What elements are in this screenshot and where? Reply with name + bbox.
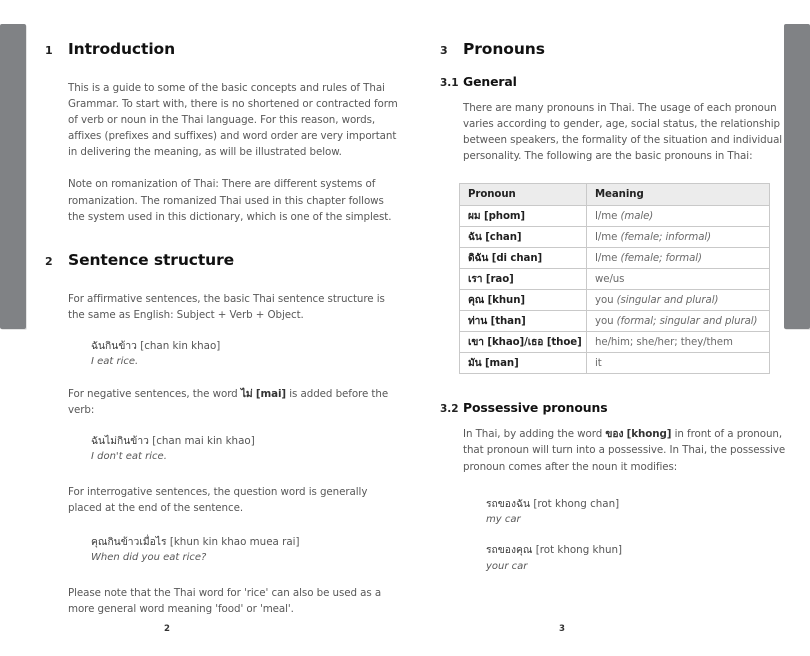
cell-meaning	[587, 206, 770, 227]
meaning-qualifier: (singular and plural)	[616, 294, 719, 306]
section-number: 2	[45, 254, 53, 268]
paragraph-possessive-prefix: In Thai, by adding the word	[463, 428, 606, 441]
cell-pronoun: ท่าน [than]	[460, 311, 587, 332]
meaning-plain: he/him; she/her; they/them	[595, 336, 733, 348]
paragraph-affirmative: For affirmative sentences, the basic Thai sentence structure is the same as English: Subject + Verb + Object.	[68, 292, 385, 321]
thai-script: คุณกินข้าวเมื่อไร	[91, 535, 167, 548]
example-line-thai	[91, 434, 400, 449]
page-number-right: 3	[559, 624, 565, 634]
meaning-plain: I/me	[595, 252, 621, 264]
cell-meaning	[587, 353, 770, 374]
example-line-thai	[91, 535, 400, 550]
cell-pronoun: ผม [phom]	[460, 206, 587, 227]
section-title: Introduction	[68, 40, 176, 58]
transliteration: [chan kin khao]	[140, 339, 221, 352]
paragraph-intro-2: Note on romanization of Thai: There are different systems of romanization. The romanized Thai used in this chapter follows the system used in this dictionary, which is one of the simplest.	[68, 178, 392, 223]
cell-meaning	[587, 269, 770, 290]
transliteration: [rot khong chan]	[533, 497, 620, 510]
page-edge-bar-left	[0, 24, 26, 329]
example-your-car	[440, 543, 795, 574]
example-affirmative	[45, 339, 400, 370]
table-row	[460, 332, 770, 353]
cell-meaning	[587, 248, 770, 269]
thai-script: ฉันไม่กินข้าว	[91, 434, 149, 447]
section-title: Pronouns	[463, 40, 545, 58]
pronoun-table-body	[460, 206, 770, 374]
example-negative	[45, 434, 400, 465]
meaning-plain: we/us	[595, 273, 625, 285]
cell-pronoun: ฉัน [chan]	[460, 227, 587, 248]
meaning-qualifier: (male)	[620, 210, 654, 222]
table-header-row	[460, 184, 770, 206]
thai-script: รถของฉัน	[486, 497, 531, 510]
transliteration: [khun kin khao muea rai]	[169, 535, 300, 548]
section-title: Sentence structure	[68, 250, 235, 269]
cell-pronoun: คุณ [khun]	[460, 290, 587, 311]
example-gloss: When did you eat rice?	[91, 552, 207, 564]
cell-meaning	[587, 311, 770, 332]
transliteration: [chan mai kin khao]	[152, 434, 255, 447]
paragraph-rice-note: Please note that the Thai word for 'rice' can also be used as a more general word meaning 'food' or 'meal'.	[68, 586, 382, 615]
table-row	[460, 269, 770, 290]
page-left	[45, 0, 400, 656]
paragraph-possessive-suffix: in front of a pronoun, that pronoun will turn into a possessive. In Thai, the possessive pronoun comes after the noun it modifies:	[463, 428, 786, 473]
paragraph-negative-suffix: is added before the verb:	[68, 387, 389, 416]
subsection-heading-general	[440, 74, 795, 89]
thai-script-mai: ไม่	[240, 387, 253, 400]
subsection-title: Possessive pronouns	[463, 400, 608, 416]
column-header-meaning: Meaning	[587, 184, 770, 206]
meaning-plain: I/me	[595, 231, 621, 243]
table-row	[460, 227, 770, 248]
section-heading-introduction	[45, 40, 400, 58]
page-number-left: 2	[164, 624, 170, 634]
table-row	[460, 290, 770, 311]
table-row	[460, 353, 770, 374]
paragraph-negative-prefix: For negative sentences, the word	[68, 387, 241, 400]
example-line-thai	[486, 543, 795, 558]
cell-meaning	[587, 290, 770, 311]
paragraph-interrogative: For interrogative sentences, the question word is generally placed at the end of the sentence.	[68, 485, 368, 514]
subsection-number: 3.1	[440, 77, 459, 89]
example-my-car	[440, 497, 795, 528]
meaning-plain: it	[595, 357, 602, 369]
cell-pronoun: มัน [man]	[460, 353, 587, 374]
paragraph-negative	[45, 386, 400, 418]
cell-pronoun: ดิฉัน [di chan]	[460, 248, 587, 269]
transliteration: [rot khong khun]	[535, 544, 623, 557]
meaning-qualifier: (female; informal)	[620, 231, 712, 243]
subsection-title: General	[463, 74, 517, 89]
example-gloss: I don't eat rice.	[91, 451, 167, 463]
cell-meaning	[587, 332, 770, 353]
cell-pronoun: เรา [rao]	[460, 269, 587, 290]
column-header-pronoun: Pronoun	[460, 184, 587, 206]
thai-script-khong: ของ	[605, 428, 624, 441]
example-interrogative	[45, 535, 400, 566]
thai-script: ฉันกินข้าว	[91, 339, 137, 352]
meaning-plain: you	[595, 315, 617, 327]
example-gloss: your car	[486, 560, 528, 572]
example-gloss: my car	[486, 514, 521, 526]
subsection-number: 3.2	[440, 403, 459, 416]
section-heading-sentence-structure	[45, 251, 400, 269]
example-line-thai	[91, 339, 400, 354]
cell-pronoun: เขา [khao]/เธอ [thoe]	[460, 332, 587, 353]
meaning-qualifier: (formal; singular and plural)	[616, 315, 758, 327]
paragraph-possessive	[440, 426, 795, 474]
meaning-qualifier: (female; formal)	[620, 252, 702, 264]
example-gloss: I eat rice.	[91, 356, 139, 368]
page-right	[440, 0, 795, 656]
cell-meaning	[587, 227, 770, 248]
subsection-heading-possessive	[440, 400, 795, 415]
transliteration-mai: [mai]	[255, 387, 287, 400]
meaning-plain: I/me	[595, 210, 621, 222]
section-heading-pronouns	[440, 40, 795, 58]
table-row	[460, 206, 770, 227]
pronoun-table	[459, 183, 770, 374]
table-row	[460, 311, 770, 332]
transliteration-khong: [khong]	[626, 428, 672, 441]
paragraph-general: There are many pronouns in Thai. The usage of each pronoun varies according to gender, age, social status, the relationship between speakers, the formality of the situation and individual personality. The following are the basic pronouns in Thai:	[463, 102, 783, 163]
section-number: 1	[45, 44, 53, 57]
section-number: 3	[440, 44, 448, 57]
thai-script: รถของคุณ	[486, 544, 533, 557]
table-row	[460, 248, 770, 269]
meaning-plain: you	[595, 294, 617, 306]
example-line-thai	[486, 497, 795, 512]
paragraph-intro-1: This is a guide to some of the basic concepts and rules of Thai Grammar. To start with, there is no shortened or contracted form of verb or noun in the Thai language. For this reason, words, affixes (prefixes and suffixes) and word order are very important in delivering the meaning, as will be illustrated below.	[68, 82, 398, 159]
